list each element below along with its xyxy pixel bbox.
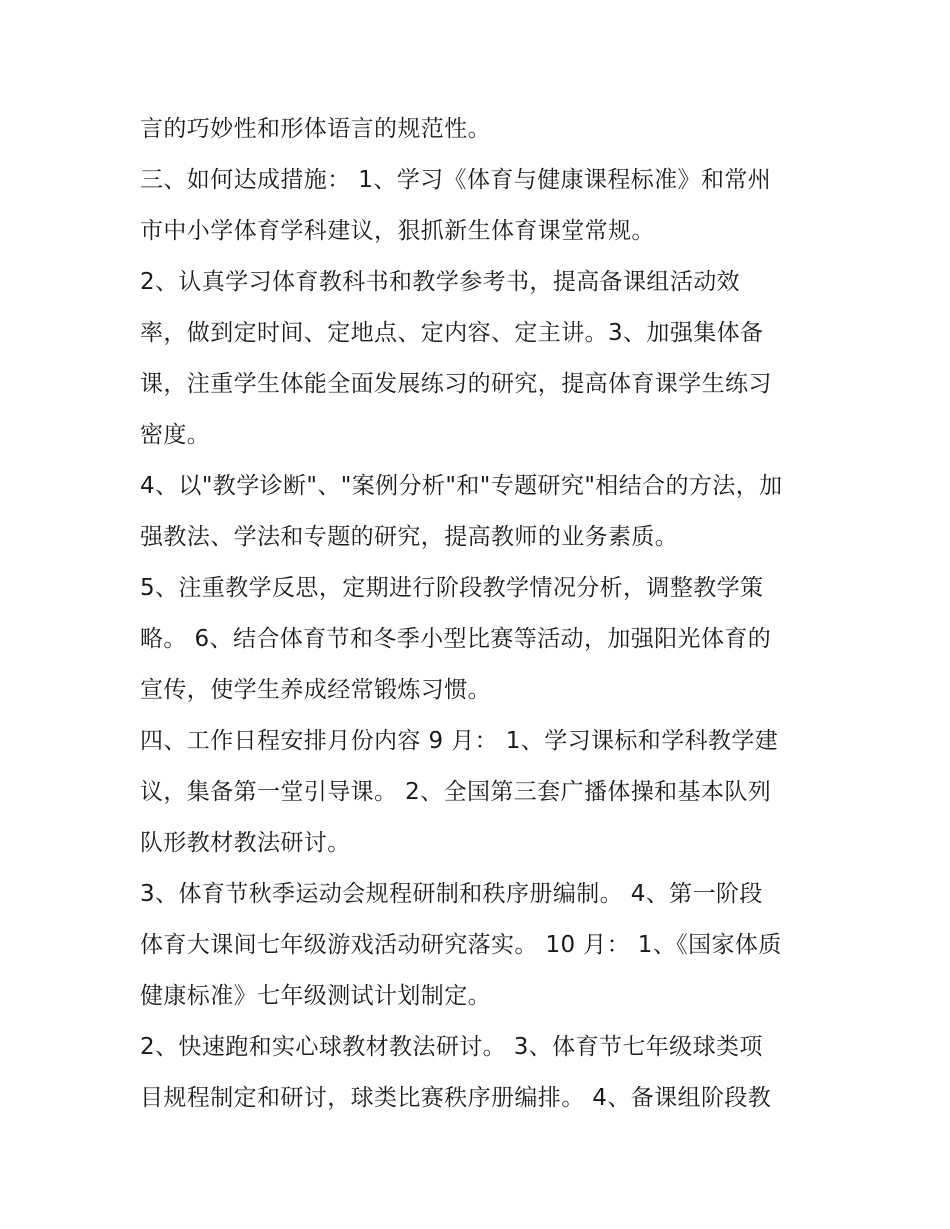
- text-line: 三、如何达成措施： 1、学习《体育与健康课程标准》和常州: [140, 167, 772, 193]
- text-line: 课，注重学生体能全面发展练习的研究，提高体育课学生练习: [140, 371, 772, 397]
- text-line: 宣传，使学生养成经常锻炼习惯。: [140, 677, 491, 703]
- text-line: 队形教材教法研讨。: [140, 830, 351, 856]
- paragraph-section-four: [140, 716, 820, 869]
- paragraph-section-three: [140, 155, 820, 257]
- text-line: 3、体育节秋季运动会规程研制和秩序册编制。 4、第一阶段: [140, 881, 763, 907]
- paragraph-intro-end: [140, 104, 820, 155]
- paragraph-item-5: [140, 563, 820, 716]
- paragraph-item-2: [140, 257, 820, 461]
- paragraph-item-3-schedule: [140, 869, 820, 1022]
- text-line: 健康标准》七年级测试计划制定。: [140, 983, 491, 1009]
- text-line: 言的巧妙性和形体语言的规范性。: [140, 116, 491, 142]
- text-line: 强教法、学法和专题的研究，提高教师的业务素质。: [140, 524, 679, 550]
- text-line: 体育大课间七年级游戏活动研究落实。 10 月： 1、《国家体质: [140, 932, 782, 958]
- text-line: 密度。: [140, 422, 211, 448]
- text-line: 率，做到定时间、定地点、定内容、定主讲。3、加强集体备: [140, 320, 764, 346]
- text-line: 5、注重教学反思，定期进行阶段教学情况分析，调整教学策: [140, 575, 764, 601]
- paragraph-item-4: [140, 461, 820, 563]
- text-line: 2、认真学习体育教科书和教学参考书，提高备课组活动效: [140, 269, 741, 295]
- text-line: 目规程制定和研讨，球类比赛秩序册编排。 4、备课组阶段教: [140, 1085, 772, 1111]
- paragraph-item-2-schedule: [140, 1022, 820, 1124]
- text-line: 2、快速跑和实心球教材教法研讨。 3、体育节七年级球类项: [140, 1034, 763, 1060]
- text-line: 略。 6、结合体育节和冬季小型比赛等活动，加强阳光体育的: [140, 626, 772, 652]
- text-line: 4、以"教学诊断"、"案例分析"和"专题研究"相结合的方法，加: [140, 473, 783, 499]
- text-line: 议，集备第一堂引导课。 2、全国第三套广播体操和基本队列: [140, 779, 772, 805]
- text-line: 市中小学体育学科建议，狠抓新生体育课堂常规。: [140, 218, 655, 244]
- text-line: 四、工作日程安排月份内容 9 月： 1、学习课标和学科教学建: [140, 728, 779, 754]
